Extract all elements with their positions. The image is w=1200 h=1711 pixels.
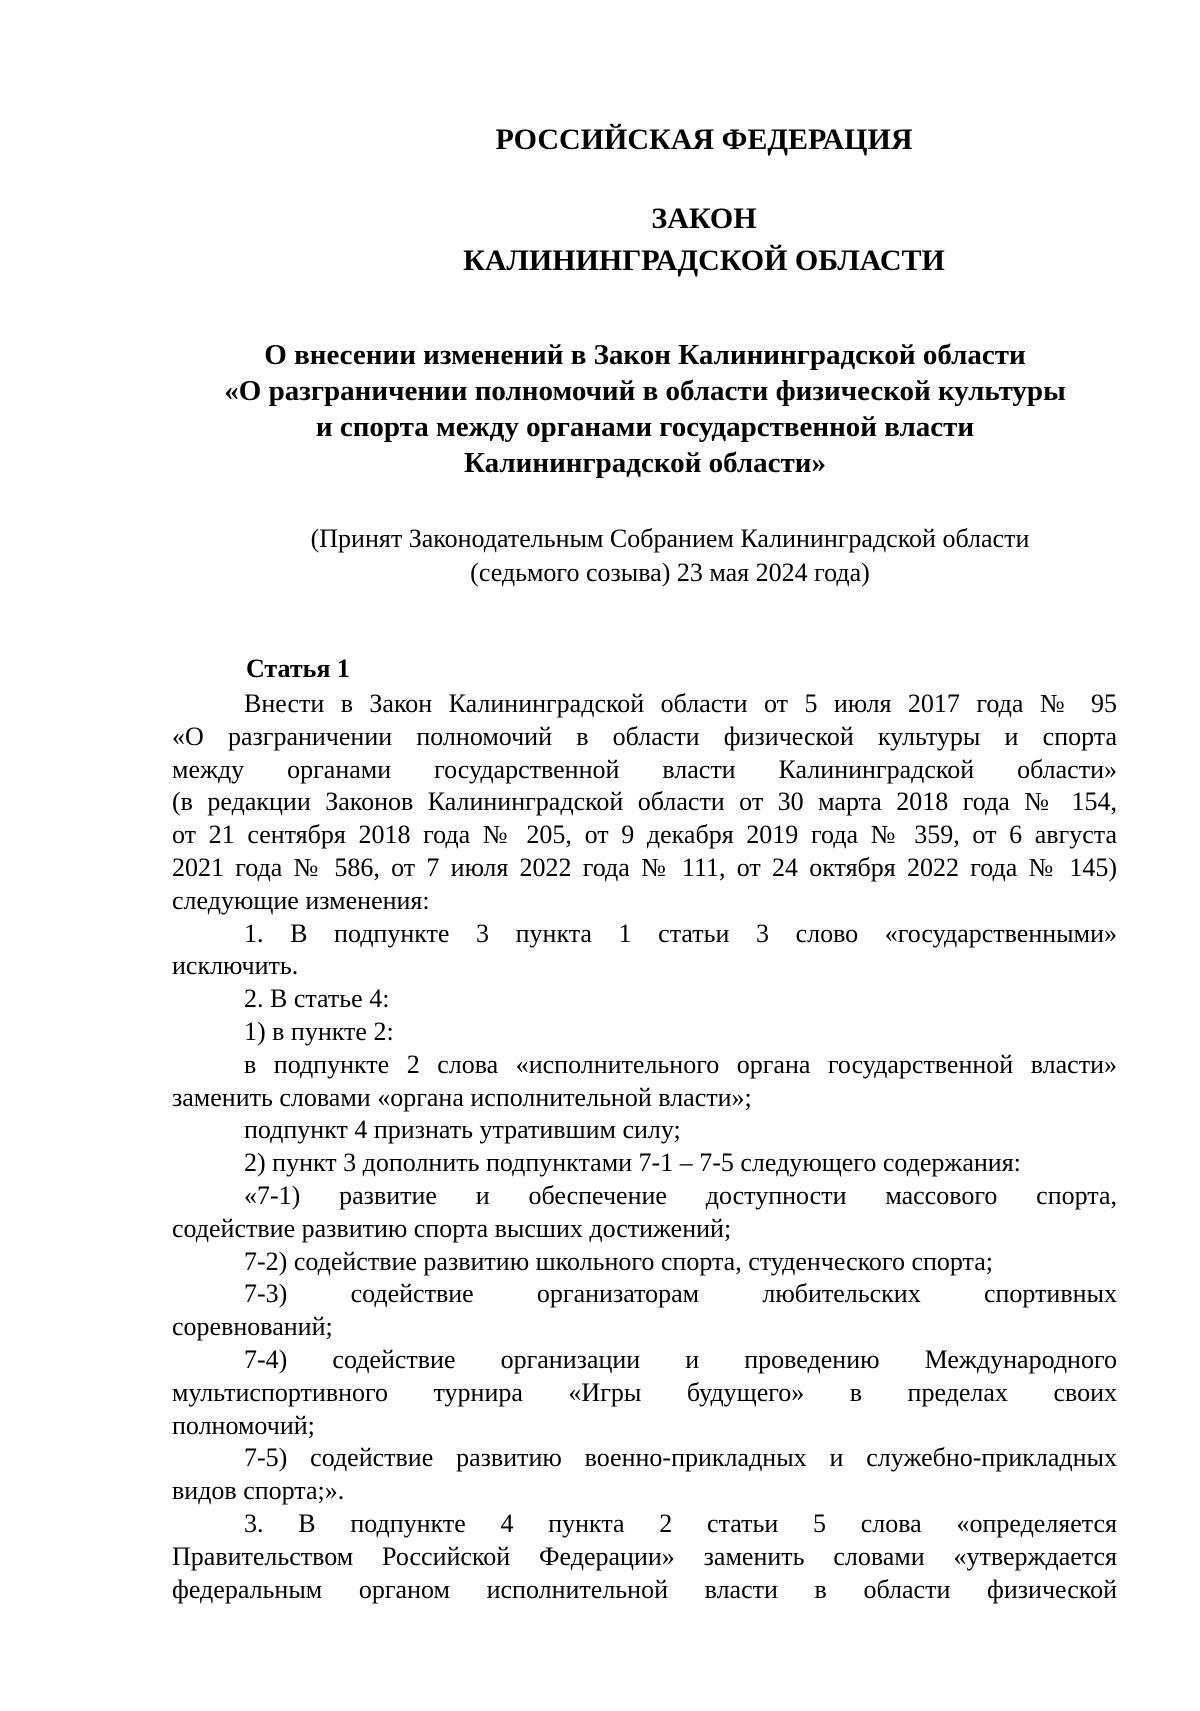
body-line: в подпункте 2 слова «исполнительного органа государственной власти» [244,1049,1117,1079]
body-line: Правительством Российской Федерации» заменить словами «утверждается [172,1541,1117,1571]
adoption-note-line-1: (Принят Законодательным Собранием Калининградской области [310,524,1030,553]
body-line: соревнований; [172,1312,333,1342]
body-line: 1. В подпункте 3 пункта 1 статьи 3 слово «государственными» [244,918,1117,948]
body-line: 2. В статье 4: [244,984,390,1014]
adoption-note [260,522,1080,590]
body-line: 7-3) содействие организаторам любительских спортивных [244,1279,1117,1309]
body-line: «О разграничении полномочий в области физической культуры и спорта [172,721,1117,751]
body-line: от 21 сентября 2018 года № 205, от 9 декабря 2019 года № 359, от 6 августа [172,820,1117,850]
body-line: мультиспортивного турнира «Игры будущего» в пределах своих [172,1377,1117,1407]
law-title-line-1: ЗАКОН [651,202,757,235]
body-line: подпункт 4 признать утратившим силу; [244,1115,681,1145]
body-line: 2) пункт 3 дополнить подпунктами 7-1 – 7-5 следующего содержания: [244,1148,1021,1178]
body-line: 7-4) содействие организации и проведению Международного [244,1344,1117,1374]
body-line: 7-5) содействие развитию военно-прикладных и служебно-прикладных [244,1443,1117,1473]
subject-line-3: и спорта между органами государственной власти [315,411,975,443]
body-line: исключить. [172,951,299,981]
body-line: видов спорта;». [172,1476,345,1506]
body-line: Внести в Закон Калининградской области от 5 июля 2017 года № 95 [244,689,1117,718]
body-line: 1) в пункте 2: [244,1016,394,1046]
country-heading: РОССИЙСКАЯ ФЕДЕРАЦИЯ [495,123,913,156]
body-line: 2021 года № 586, от 7 июля 2022 года № 111, от 24 октября 2022 года № 145) [172,852,1117,882]
body-line: 3. В подпункте 4 пункта 2 статьи 5 слова «определяется [244,1508,1117,1538]
subject-line-4: Калининградской области» [463,447,826,479]
article-heading: Статья 1 [246,654,350,683]
body-line: заменить словами «органа исполнительной власти»; [172,1082,752,1112]
body-line: следующие изменения: [172,885,430,915]
body-line: «7-1) развитие и обеспечение доступности массового спорта, [244,1180,1117,1210]
body-line: 7-2) содействие развитию школьного спорта, студенческого спорта; [244,1246,993,1276]
subject-line-1: О внесении изменений в Закон Калининградской области [264,339,1026,371]
body-line: полномочий; [172,1410,315,1440]
law-subject [170,337,1120,481]
body-line: содействие развитию спорта высших достижений; [172,1213,732,1243]
article-body [172,688,1117,1606]
body-line: между органами государственной власти Калининградской области» [172,754,1117,784]
body-line: федеральным органом исполнительной власти в области физической [172,1574,1117,1604]
body-line: (в редакции Законов Калининградской области от 30 марта 2018 года № 154, [172,787,1117,817]
subject-line-2: «О разграничении полномочий в области физической культуры [224,375,1066,407]
law-title-line-2: КАЛИНИНГРАДСКОЙ ОБЛАСТИ [463,244,945,277]
law-title [225,198,1183,282]
adoption-note-line-2: (седьмого созыва) 23 мая 2024 года) [470,558,870,587]
